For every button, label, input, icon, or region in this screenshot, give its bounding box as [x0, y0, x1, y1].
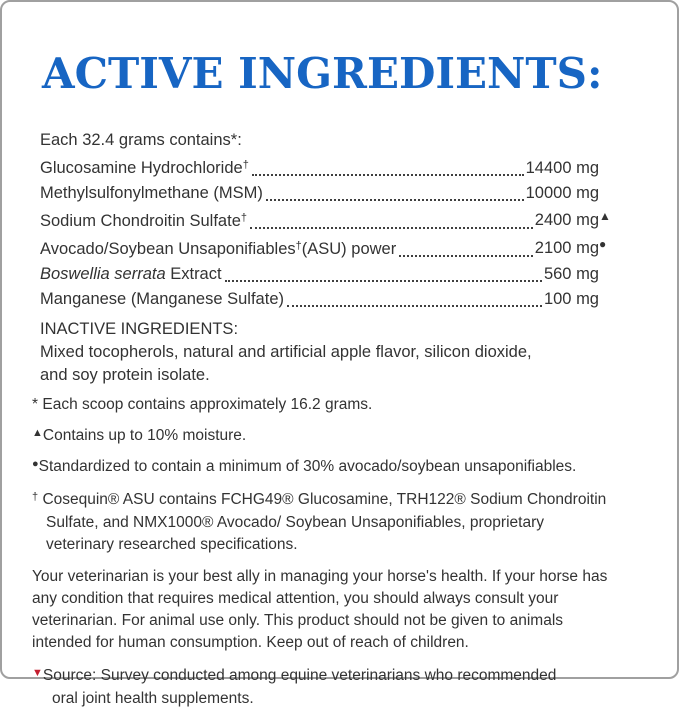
- ingredient-name-text: Avocado/Soybean Unsaponifiables: [40, 240, 296, 258]
- ingredient-name: [40, 153, 249, 181]
- ingredient-amount: [544, 262, 599, 287]
- source-line: [32, 662, 647, 687]
- disclaimer-line: any condition that requires medical attention, you should always consult your: [32, 589, 559, 607]
- amount-text: 14400 mg: [525, 159, 599, 177]
- source-text: Source: Survey conducted among equine veterinarians who recommended: [42, 666, 557, 684]
- ingredient-row-msm: [40, 181, 647, 206]
- amount-text: 2400 mg: [534, 211, 599, 229]
- ingredient-name-rest: Extract: [165, 265, 222, 283]
- footnote-moisture: [32, 423, 647, 446]
- amount-text: 560 mg: [543, 265, 599, 283]
- footnote-text: Each scoop contains approximately 16.2 grams.: [42, 396, 373, 413]
- ingredient-row-asu: [40, 234, 647, 262]
- ingredient-name-text: Manganese (Manganese Sulfate): [40, 290, 284, 308]
- footnote-text: Contains up to 10% moisture.: [42, 427, 247, 444]
- inactive-ingredients-line: and soy protein isolate.: [40, 366, 210, 384]
- inactive-ingredients-line: Mixed tocopherols, natural and artificial apple flavor, silicon dioxide,: [40, 343, 532, 361]
- dot-leader: [225, 280, 542, 282]
- dot-leader: [252, 174, 524, 176]
- ingredient-amount: [526, 181, 599, 206]
- ingredient-row-boswellia: [40, 262, 647, 287]
- ingredient-name-text: Methylsulfonylmethane (MSM): [40, 184, 263, 202]
- asterisk-marker: *: [32, 396, 39, 413]
- footnote-cosequin: [32, 486, 647, 557]
- dagger-marker: †: [240, 212, 247, 224]
- circle-marker: ●: [32, 458, 39, 470]
- serving-size-line: Each 32.4 grams contains*:: [40, 131, 242, 149]
- footnote-cosequin-line: Sulfate, and NMX1000® Avocado/ Soybean Unsaponifiables, proprietary: [46, 513, 544, 531]
- dagger-marker: †: [32, 491, 39, 503]
- ingredient-amount: [544, 287, 599, 312]
- disclaimer-line: veterinarian. For animal use only. This product should not be given to animals: [32, 611, 564, 629]
- ingredient-name: [40, 234, 396, 262]
- dagger-marker: †: [295, 240, 302, 252]
- active-ingredients-section: [40, 128, 647, 312]
- ingredient-name: [40, 262, 222, 287]
- ingredient-row-glucosamine: [40, 153, 647, 181]
- dot-leader: [287, 305, 542, 307]
- ingredient-amount: 2100 mg●: [534, 237, 607, 257]
- dot-leader: [266, 199, 524, 201]
- dot-leader: [399, 255, 533, 257]
- ingredient-amount: [526, 156, 599, 181]
- ingredient-amount: 2400 mg▲: [534, 209, 611, 229]
- inactive-ingredients-section: [40, 318, 647, 387]
- amount-text: 2100 mg: [534, 239, 599, 257]
- footnote-text: Standardized to contain a minimum of 30% avocado/soybean unsaponifiables.: [38, 458, 577, 475]
- dot-leader: [250, 227, 533, 229]
- footnote-cosequin-line: [32, 486, 647, 512]
- footnote-scoop: [32, 394, 647, 415]
- disclaimer-line: Your veterinarian is your best ally in managing your horse's health. If your horse has: [32, 567, 608, 585]
- inactive-ingredients-header: INACTIVE INGREDIENTS:: [40, 320, 239, 338]
- veterinarian-disclaimer: [32, 566, 647, 654]
- ingredient-name-rest: (ASU) power: [301, 240, 397, 258]
- source-line: oral joint health supplements.: [52, 689, 254, 707]
- footnote-cosequin-line: veterinary researched specifications.: [46, 536, 298, 553]
- dagger-marker: †: [242, 159, 249, 171]
- ingredient-name-italic: Boswellia serrata: [40, 265, 166, 283]
- footnote-standardized: [32, 454, 647, 477]
- ingredient-name-text: Glucosamine Hydrochloride: [40, 159, 243, 177]
- amount-text: 10000 mg: [525, 184, 599, 202]
- page-title: ACTIVE INGREDIENTS:: [42, 49, 603, 98]
- footnote-text: Cosequin® ASU contains FCHG49® Glucosamine, TRH122® Sodium Chondroitin: [42, 491, 607, 508]
- ingredient-name: [40, 206, 247, 234]
- ingredient-name-text: Sodium Chondroitin Sulfate: [40, 212, 241, 230]
- disclaimer-line: intended for human consumption. Keep out of reach of children.: [32, 633, 469, 651]
- ingredient-name: [40, 181, 263, 206]
- source-note: [32, 662, 647, 710]
- red-triangle-down-marker: ▼: [32, 666, 43, 679]
- amount-text: 100 mg: [543, 290, 599, 308]
- ingredient-row-chondroitin: [40, 206, 647, 234]
- ingredient-row-manganese: [40, 287, 647, 312]
- triangle-marker: ▲: [32, 427, 43, 439]
- ingredient-name: [40, 287, 284, 312]
